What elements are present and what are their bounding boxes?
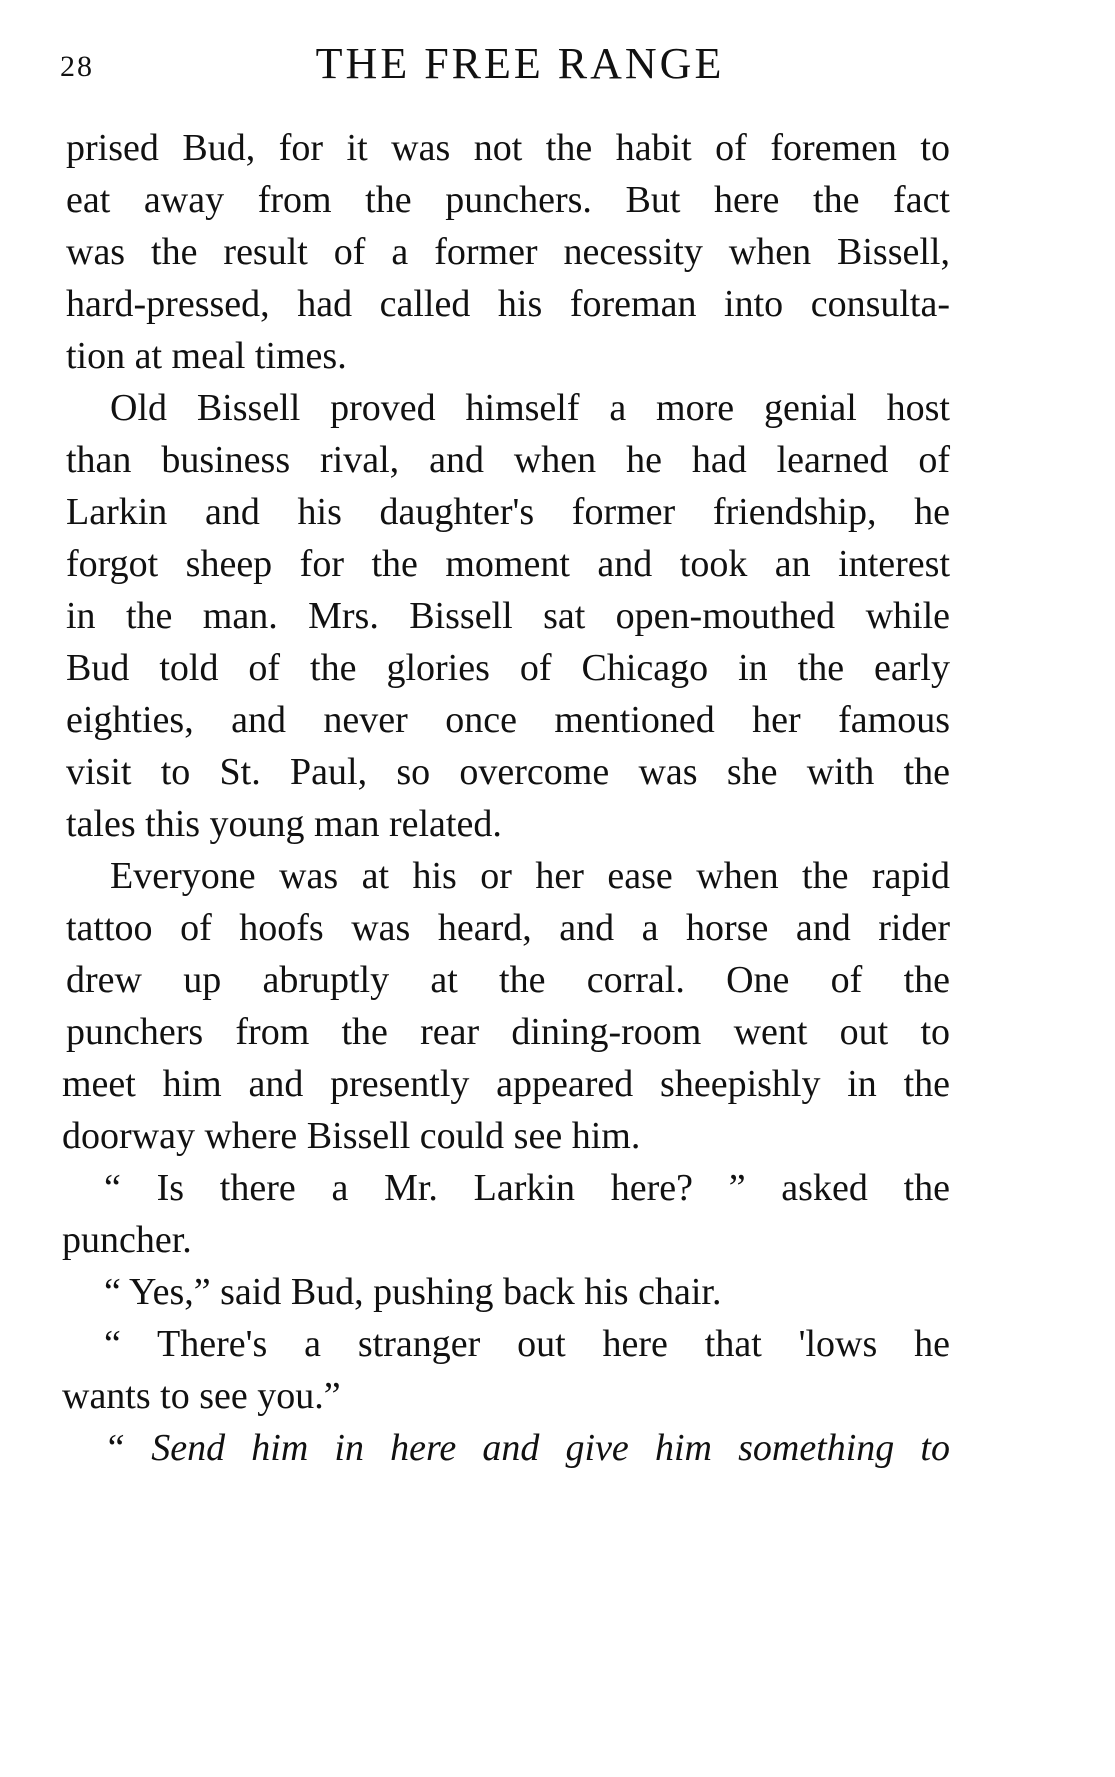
text-line: wants to see you.” (62, 1375, 341, 1417)
text-line: drew up abruptly at the corral. One of the (66, 959, 950, 1001)
text-line: eat away from the punchers. But here the fact (66, 179, 950, 221)
text-line: visit to St. Paul, so overcome was she with the (66, 751, 950, 793)
text-line: Larkin and his daughter's former friendship, he (66, 491, 950, 533)
text-line: forgot sheep for the moment and took an interest (66, 543, 950, 585)
text-line: Old Bissell proved himself a more genial host (110, 387, 950, 429)
text-line: tion at meal times. (66, 335, 347, 377)
text-line: tales this young man related. (66, 803, 502, 845)
text-line: puncher. (62, 1219, 192, 1261)
text-line: “ Yes,” said Bud, pushing back his chair. (104, 1271, 722, 1313)
text-line: Bud told of the glories of Chicago in the early (66, 647, 950, 689)
body-text (62, 122, 950, 1474)
running-title: THE FREE RANGE (315, 39, 725, 88)
text-line: was the result of a former necessity when Bissell, (66, 231, 950, 273)
text-line: tattoo of hoofs was heard, and a horse and rider (66, 907, 950, 949)
text-line: “ Is there a Mr. Larkin here? ” asked the (104, 1167, 950, 1209)
text-line: meet him and presently appeared sheepishly in the (62, 1063, 950, 1105)
page-header (60, 38, 980, 98)
text-line: prised Bud, for it was not the habit of foremen to (66, 127, 950, 169)
text-line: “ Send him in here and give him something to (104, 1427, 950, 1469)
text-line: “ There's a stranger out here that 'lows he (104, 1323, 950, 1365)
page-number: 28 (60, 50, 94, 83)
text-line: Everyone was at his or her ease when the rapid (110, 855, 950, 897)
text-line: eighties, and never once mentioned her famous (66, 699, 950, 741)
text-line: than business rival, and when he had learned of (66, 439, 950, 481)
text-line: hard-pressed, had called his foreman into consulta- (66, 283, 950, 325)
text-line: doorway where Bissell could see him. (62, 1115, 641, 1157)
text-line: in the man. Mrs. Bissell sat open-mouthed while (66, 595, 950, 637)
text-line: punchers from the rear dining-room went out to (66, 1011, 950, 1053)
